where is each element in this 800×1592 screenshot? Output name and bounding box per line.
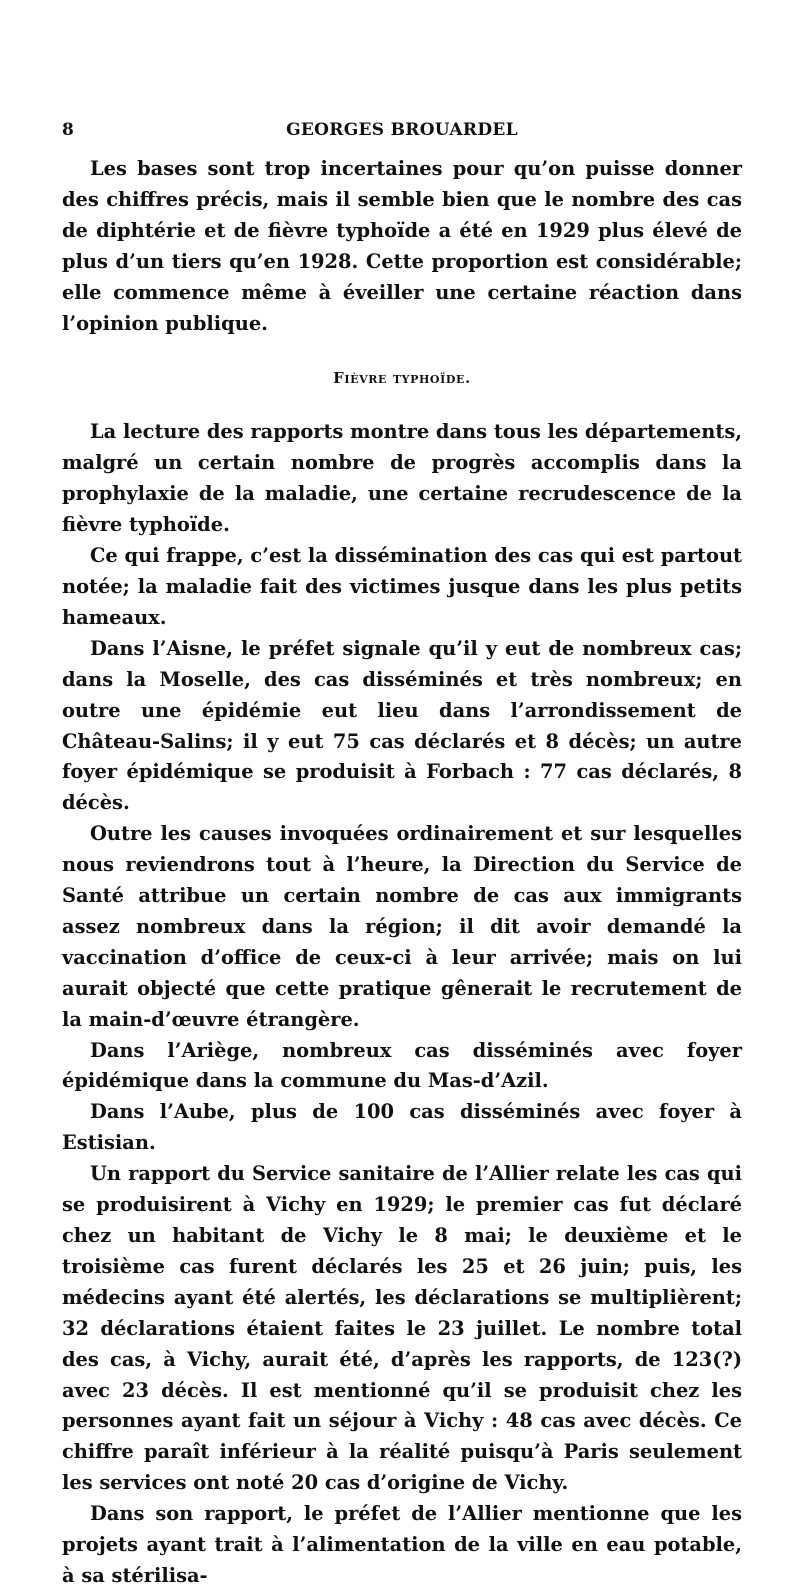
paragraph-1: La lecture des rapports montre dans tous les départements, malgré un certain nombre de progrès accomplis dans la prophylaxie de la maladie, une certaine recrudescence de la fièvre typhoïde. (62, 420, 742, 537)
running-title: GEORGES BROUARDEL (286, 120, 518, 140)
paragraph-5: Dans l’Ariège, nombreux cas disséminés avec foyer épidémique dans la commune du Mas-d’Azil. (62, 1038, 742, 1093)
document-page (62, 116, 742, 1592)
page-number: 8 (62, 120, 74, 140)
paragraph-8: Dans son rapport, le préfet de l’Allier mentionne que les projets ayant trait à l’alimentation de la ville en eau potable, à sa stérilisa- (62, 1502, 742, 1587)
paragraph-2: Ce qui frappe, c’est la dissémination des cas qui est partout notée; la maladie fait des victimes jusque dans les plus petits hameaux. (62, 544, 742, 629)
section-title: Fièvre typhoïde. (333, 369, 471, 388)
paragraph-4: Outre les causes invoquées ordinairement et sur lesquelles nous reviendrons tout à l’heure, la Direction du Service de Santé attribue un certain nombre de cas aux immigrants assez nombreux dans la région; il dit avoir demandé la vaccination d’office de ceux-ci à leur arrivée; mais on lui aurait objecté que cette pratique gênerait le recrutement de la main-d’œuvre étrangère. (62, 822, 742, 1031)
page-header (62, 116, 742, 146)
paragraph-7: Un rapport du Service sanitaire de l’Allier relate les cas qui se produisirent à Vichy en 1929; le premier cas fut déclaré chez un habitant de Vichy le 8 mai; le deuxième et le troisième cas furent déclarés les 25 et 26 juin; puis, les médecins ayant été alertés, les déclarations se multiplièrent; 32 déclarations étaient faites le 23 juillet. Le nombre total des cas, à Vichy, aurait été, d’après les rapports, de 123(?) avec 23 décès. Il est mentionné qu’il se produisit chez les personnes ayant fait un séjour à Vichy : 48 cas avec décès. Ce chiffre paraît inférieur à la réalité puisqu’à Paris seulement les services ont noté 20 cas d’origine de Vichy. (62, 1162, 742, 1495)
paragraph-6: Dans l’Aube, plus de 100 cas disséminés avec foyer à Estisian. (62, 1100, 742, 1155)
paragraph-3: Dans l’Aisne, le préfet signale qu’il y eut de nombreux cas; dans la Moselle, des cas disséminés et très nombreux; en outre une épidémie eut lieu dans l’arrondissement de Château-Salins; il y eut 75 cas déclarés et 8 décès; un autre foyer épidémique se produisit à Forbach : 77 cas déclarés, 8 décès. (62, 636, 742, 815)
intro-paragraph: Les bases sont trop incertaines pour qu’on puisse donner des chiffres précis, mais il semble bien que le nombre des cas de diphtérie et de fièvre typhoïde a été en 1929 plus élevé de plus d’un tiers qu’en 1928. Cette proportion est considérable; elle commence même à éveiller une certaine réaction dans l’opinion publique. (62, 157, 742, 335)
